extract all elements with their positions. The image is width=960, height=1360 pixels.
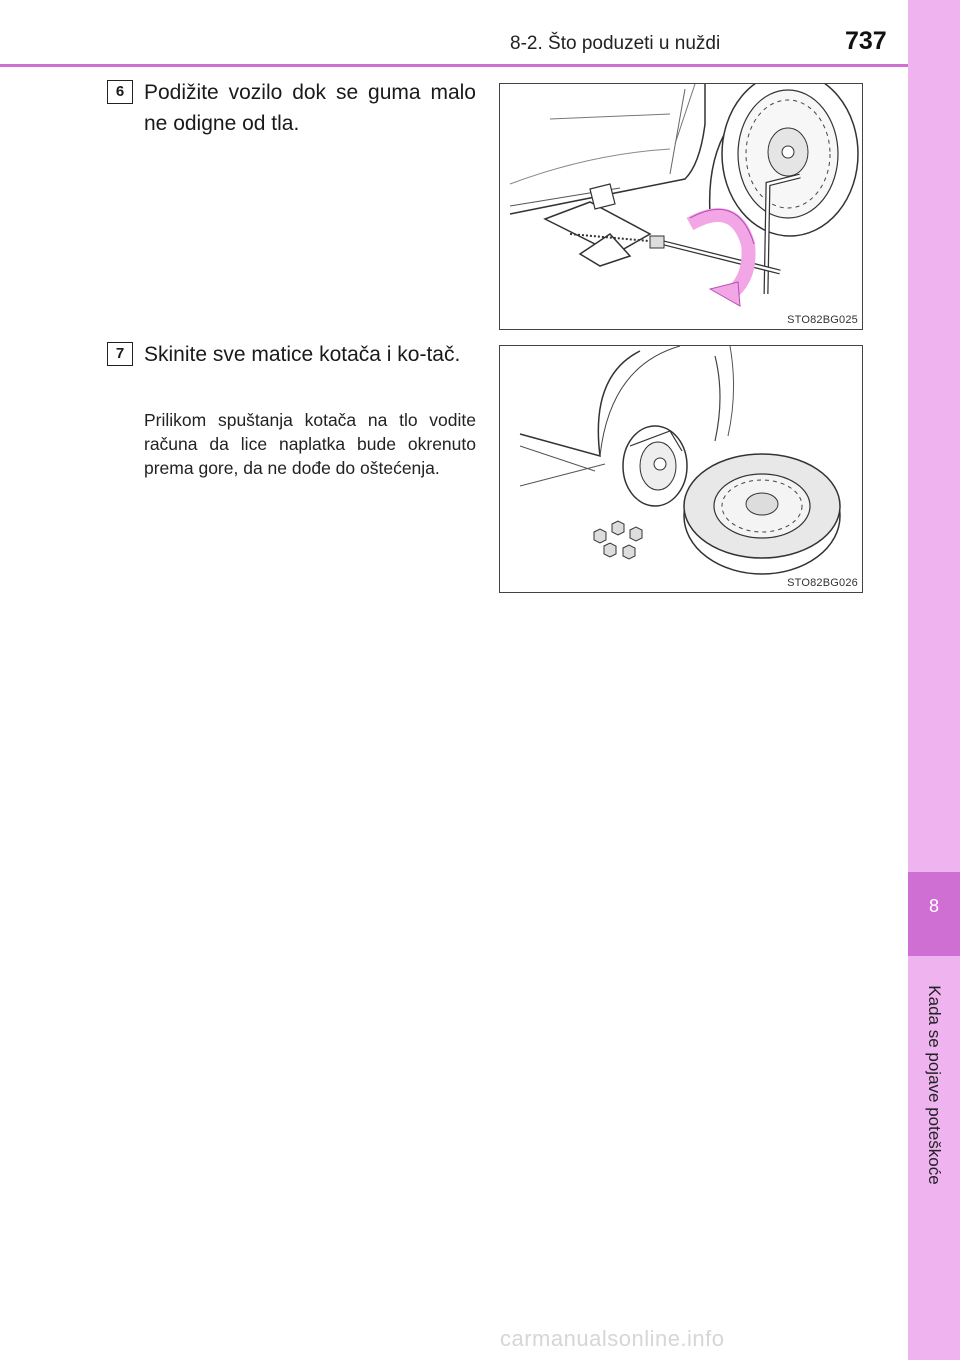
chapter-title: Kada se pojave poteškoće bbox=[925, 985, 944, 1185]
wheel-removed-illustration bbox=[500, 346, 862, 592]
step-7-badge: 7 bbox=[107, 342, 133, 366]
watermark: carmanualsonline.info bbox=[500, 1326, 725, 1351]
step-7-note: Prilikom spuštanja kotača na tlo vodite računa da lice naplatka bude okrenuto prema gore, da ne dođe do oštećenja. bbox=[144, 410, 476, 478]
figure-wheel-removed bbox=[499, 345, 863, 593]
figure-jack-lifting bbox=[499, 83, 863, 330]
chapter-number: 8 bbox=[928, 896, 939, 916]
step-7-text: Skinite sve matice kotača i ko-tač. bbox=[144, 343, 461, 366]
section-title: 8-2. Što poduzeti u nuždi bbox=[510, 33, 721, 54]
page-number: 737 bbox=[845, 27, 887, 55]
step-6-text: Podižite vozilo dok se guma malo ne odigne od tla. bbox=[144, 81, 476, 135]
figure-code: STO82BG025 bbox=[787, 314, 858, 326]
step-6-badge: 6 bbox=[107, 80, 133, 104]
header-rule bbox=[0, 64, 908, 67]
figure-code: STO82BG026 bbox=[787, 577, 858, 589]
jack-lifting-illustration bbox=[500, 84, 862, 329]
